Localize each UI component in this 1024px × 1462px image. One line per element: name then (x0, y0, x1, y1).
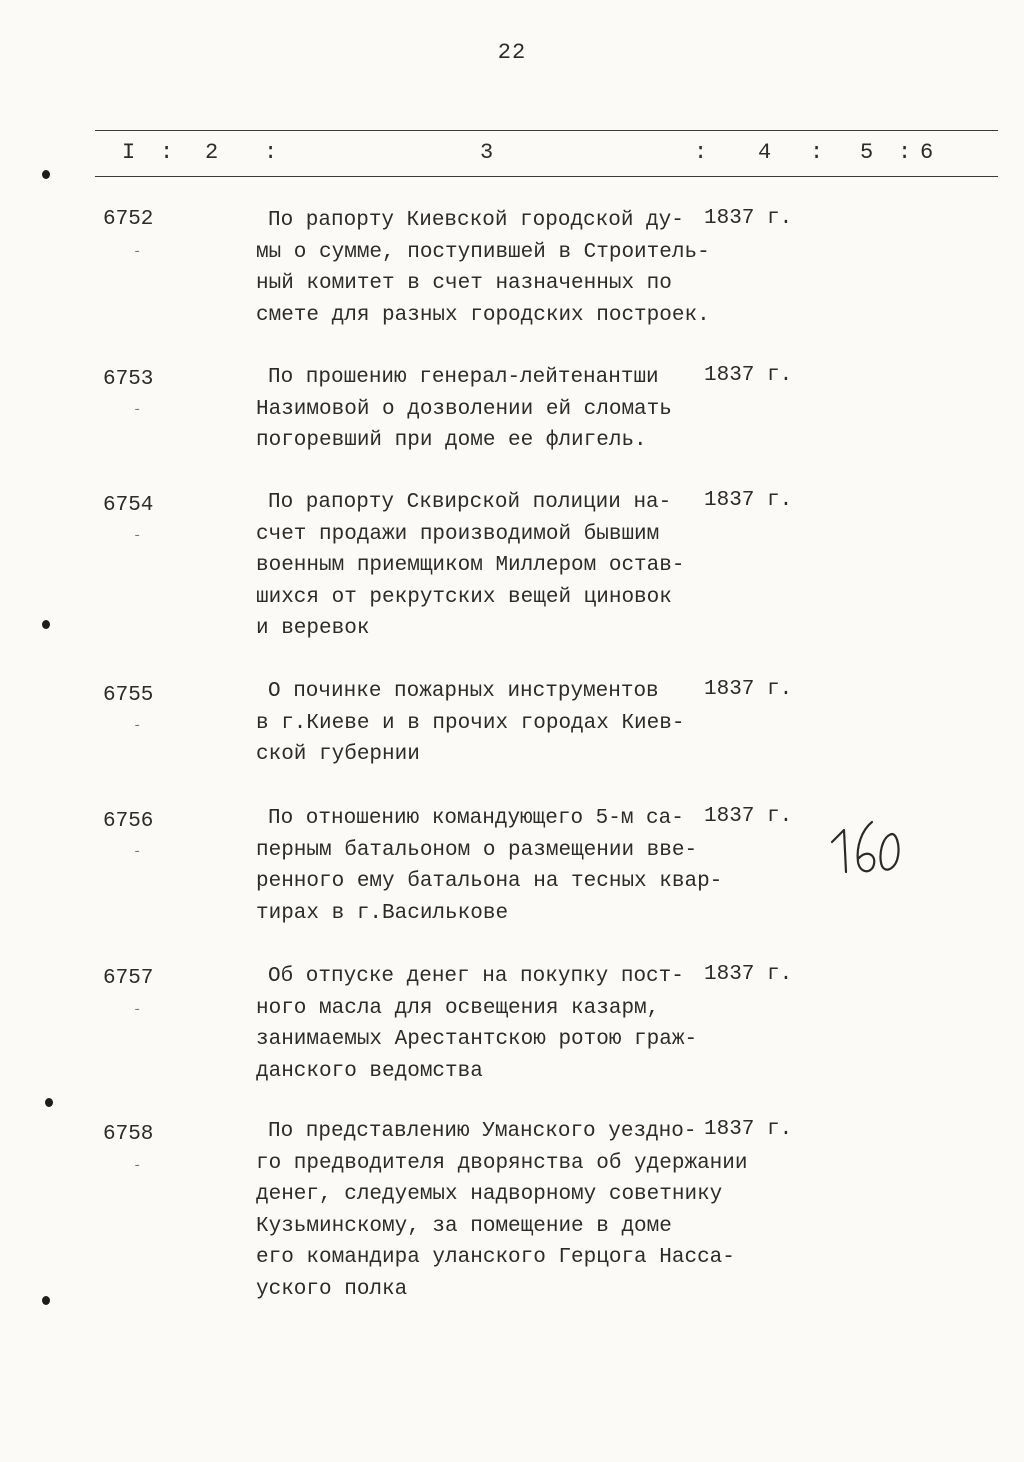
entry-description (256, 362, 726, 457)
entry-number: 6754 (103, 494, 154, 517)
entry-number: 6752 (103, 208, 154, 231)
entry-number: 6757 (103, 967, 154, 990)
binding-hole (45, 1098, 53, 1107)
column-header-1: I (122, 140, 136, 165)
column-header-4: 4 (758, 140, 772, 165)
text-line: тирах в г.Василькове (256, 901, 509, 925)
page-number: 22 (497, 40, 527, 65)
binding-hole (42, 170, 50, 179)
entry-number: 6755 (103, 684, 154, 707)
column-header-6: 6 (920, 140, 934, 165)
text-line: уского полка (256, 1277, 408, 1301)
text-line: ный комитет в счет назначенных по (256, 272, 672, 295)
scan-mark: - (133, 844, 142, 860)
entry-year: 1837 г. (704, 1118, 793, 1141)
text-line: Об отпуске денег на покупку пост- (268, 965, 684, 988)
text-line: его командира уланского Герцога Насса- (256, 1246, 735, 1269)
column-separator: : (898, 140, 912, 165)
column-separator: : (160, 140, 174, 165)
text-line: счет продажи производимой бывшим (256, 522, 660, 546)
text-line: шихся от рекрутских вещей циновок (256, 585, 672, 609)
text-line: По отношению командующего 5-м са- (268, 807, 684, 830)
scan-mark: - (133, 1002, 142, 1018)
text-line: погоревший при доме ее флигель. (256, 429, 647, 452)
entry-number: 6753 (103, 368, 154, 391)
column-separator: : (694, 140, 708, 165)
text-line: ного масла для освещения казарм, (256, 996, 660, 1020)
binding-hole (42, 620, 50, 629)
column-header-5: 5 (860, 140, 874, 165)
entry-year: 1837 г. (704, 963, 793, 986)
column-separator: : (264, 140, 278, 165)
text-line: занимаемых Арестантскою ротою граж- (256, 1028, 698, 1051)
text-line: перным батальоном о размещении вве- (256, 838, 698, 862)
text-line: По рапорту Сквирской полиции на- (268, 491, 672, 514)
scan-mark: - (133, 528, 142, 544)
handwritten-folio-number (826, 812, 906, 884)
scan-mark: - (133, 402, 142, 418)
text-line: О починке пожарных инструментов (268, 680, 659, 703)
entry-description (256, 205, 726, 331)
column-header-3: 3 (480, 140, 494, 165)
text-line: Назимовой о дозволении ей сломать (256, 397, 672, 421)
entry-year: 1837 г. (704, 678, 793, 701)
text-line: смете для разных городских построек. (256, 303, 710, 327)
header-top-rule (95, 130, 998, 131)
text-line: ской губернии (256, 743, 420, 766)
entry-description (256, 1116, 776, 1305)
text-line: мы о сумме, поступившей в Строитель- (256, 240, 710, 264)
header-bottom-rule (95, 176, 998, 177)
scan-mark: - (133, 718, 142, 734)
entry-year: 1837 г. (704, 489, 793, 512)
entry-year: 1837 г. (704, 805, 793, 828)
entry-number: 6756 (103, 810, 154, 833)
text-line: Кузьминскому, за помещение в доме (256, 1214, 672, 1238)
text-line: денег, следуемых надворному советнику (256, 1183, 723, 1206)
entry-description (256, 803, 726, 929)
text-line: данского ведомства (256, 1059, 483, 1083)
entry-description (256, 487, 726, 645)
scan-mark: - (133, 1158, 142, 1174)
entry-year: 1837 г. (704, 207, 793, 230)
entry-description (256, 676, 726, 771)
entry-number: 6758 (103, 1123, 154, 1146)
text-line: По прошению генерал-лейтенантши (268, 366, 659, 389)
text-line: и веревок (256, 617, 370, 640)
binding-hole (42, 1296, 50, 1305)
column-header-2: 2 (205, 140, 219, 165)
text-line: военным приемщиком Миллером остав- (256, 554, 685, 577)
scan-mark: - (133, 244, 142, 260)
text-line: в г.Киеве и в прочих городах Киев- (256, 711, 685, 735)
text-line: ренного ему батальона на тесных квар- (256, 870, 723, 893)
entry-year: 1837 г. (704, 364, 793, 387)
column-separator: : (810, 140, 824, 165)
text-line: го предводителя дворянства об удержании (256, 1151, 748, 1175)
text-line: По представлению Уманского уездно- (268, 1120, 697, 1143)
entry-description (256, 961, 726, 1087)
text-line: По рапорту Киевской городской ду- (268, 209, 684, 232)
